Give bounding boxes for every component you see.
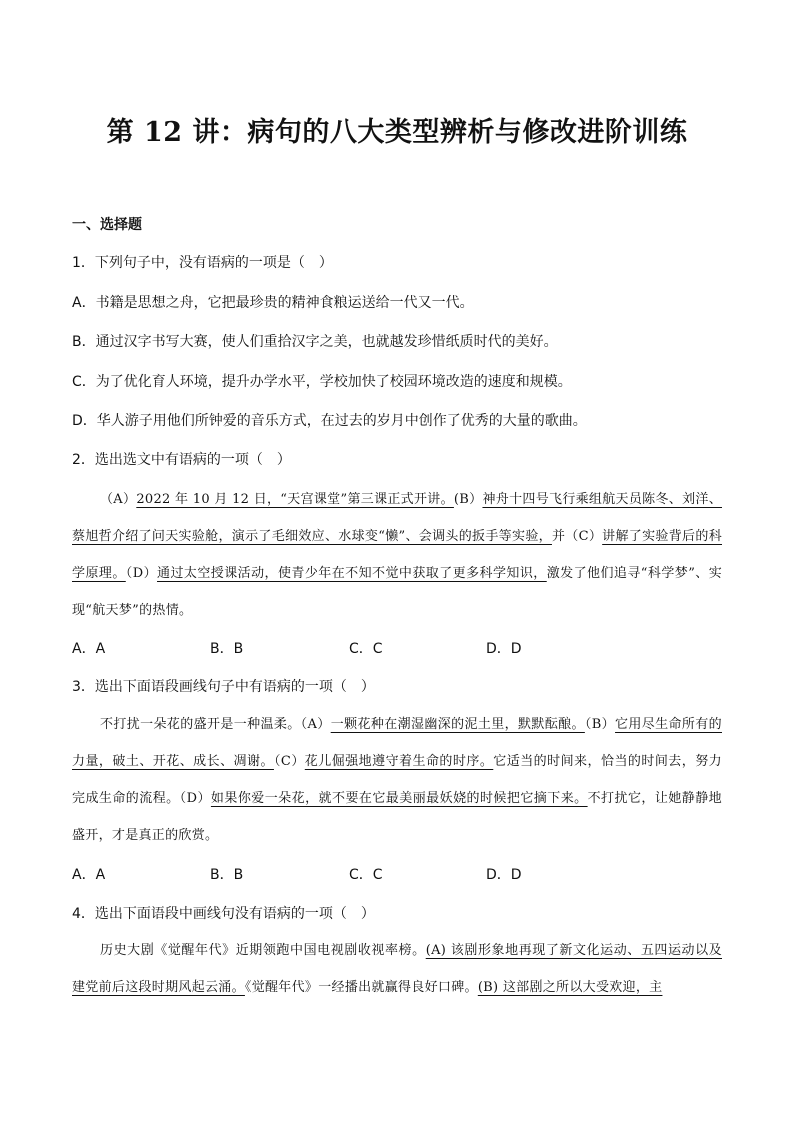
underlined-sentence-c: 花儿倔强地遵守着生命的时序。 bbox=[304, 754, 494, 769]
passage-lead: 历史大剧《觉醒年代》近期领跑中国电视剧收视率榜。 bbox=[100, 943, 426, 958]
question-4-passage bbox=[72, 932, 722, 1006]
section-heading: 一、选择题 bbox=[72, 217, 142, 233]
underlined-sentence-b: (B) 这部剧之所以大受欢迎，主 bbox=[477, 980, 663, 995]
choice-b: B．B bbox=[210, 641, 244, 657]
underlined-sentence-d: 如果你爱一朵花，就不要在它最美丽最妖娆的时候把它摘下来。 bbox=[210, 791, 588, 806]
page-title: 第 12 讲：病句的八大类型辨析与修改进阶训练 bbox=[106, 117, 688, 148]
underlined-sentence-b: 神舟十四号飞行乘组航天员陈冬、刘洋、蔡旭哲介绍了问天实验舱，演示了毛细效应、水球变“懒”、会调头的扳手等实验， bbox=[72, 492, 722, 544]
passage-label-d: （D） bbox=[179, 791, 211, 806]
choice-b: B．B bbox=[210, 867, 244, 883]
passage-label-b: (B） bbox=[453, 492, 483, 507]
passage-ending: 不打扰它，让她静静地盛开，才是真正的欣赏。 bbox=[72, 791, 722, 843]
passage-label-a: （A） bbox=[300, 717, 331, 732]
passage-middle: 《觉醒年代》一经播出就赢得良好口碑。 bbox=[244, 980, 478, 995]
underlined-sentence-a: 2022 年 10 月 12 日，“天宫课堂”第三课正式开讲。 bbox=[136, 492, 454, 507]
question-4-stem: 4．选出下面语段中画线句没有语病的一项（ ） bbox=[72, 906, 375, 922]
passage-lead: 不打扰一朵花的盛开是一种温柔。 bbox=[100, 717, 301, 732]
underlined-sentence-a: (A) 该剧形象地再现了新文化运动、五四运动以及建党前后这段时期风起云涌。 bbox=[72, 943, 722, 995]
choice-c: C．C bbox=[349, 867, 383, 883]
choice-a: A．A bbox=[72, 867, 106, 883]
underlined-sentence-d: 通过太空授课活动，使青少年在不知不觉中获取了更多科学知识， bbox=[157, 566, 547, 581]
underlined-sentence-a: 一颗花种在潮湿幽深的泥土里，默默酝酿。 bbox=[330, 717, 585, 732]
question-3-passage bbox=[72, 706, 722, 854]
passage-ending: 激发了他们追寻“科学梦”、实现“航天梦”的热情。 bbox=[72, 566, 723, 618]
passage-label-d: （D） bbox=[125, 566, 158, 581]
choice-d: D．D bbox=[486, 867, 522, 883]
question-1-option-a: A．书籍是思想之舟，它把最珍贵的精神食粮运送给一代又一代。 bbox=[72, 295, 474, 311]
question-1-option-c: C．为了优化育人环境，提升办学水平，学校加快了校园环境改造的速度和规模。 bbox=[72, 374, 572, 390]
passage-label-c: （C） bbox=[273, 754, 305, 769]
question-1-stem: 1．下列句子中，没有语病的一项是（ ） bbox=[72, 255, 333, 271]
passage-label-b: （B） bbox=[584, 717, 616, 732]
choice-d: D．D bbox=[486, 641, 522, 657]
passage-connector: 并（C） bbox=[551, 529, 603, 544]
choice-c: C．C bbox=[349, 641, 383, 657]
question-3-stem: 3．选出下面语段画线句子中有语病的一项（ ） bbox=[72, 679, 375, 695]
question-2-stem: 2．选出选文中有语病的一项（ ） bbox=[72, 452, 291, 468]
question-2-passage bbox=[72, 481, 722, 629]
passage-middle: 它适当的时间来，恰当的时间去，努力完成生命的流程。 bbox=[72, 754, 722, 806]
choice-a: A．A bbox=[72, 641, 106, 657]
underlined-sentence-b: 它用尽生命所有的力量，破土、开花、成长、凋谢。 bbox=[72, 717, 722, 769]
underlined-sentence-c: 讲解了实验背后的科学原理。 bbox=[72, 529, 722, 581]
question-1-option-d: D．华人游子用他们所钟爱的音乐方式，在过去的岁月中创作了优秀的大量的歌曲。 bbox=[72, 413, 587, 429]
question-1-option-b: B．通过汉字书写大赛，使人们重拾汉字之美，也就越发珍惜纸质时代的美好。 bbox=[72, 334, 558, 350]
passage-label-a: （A） bbox=[100, 492, 137, 507]
